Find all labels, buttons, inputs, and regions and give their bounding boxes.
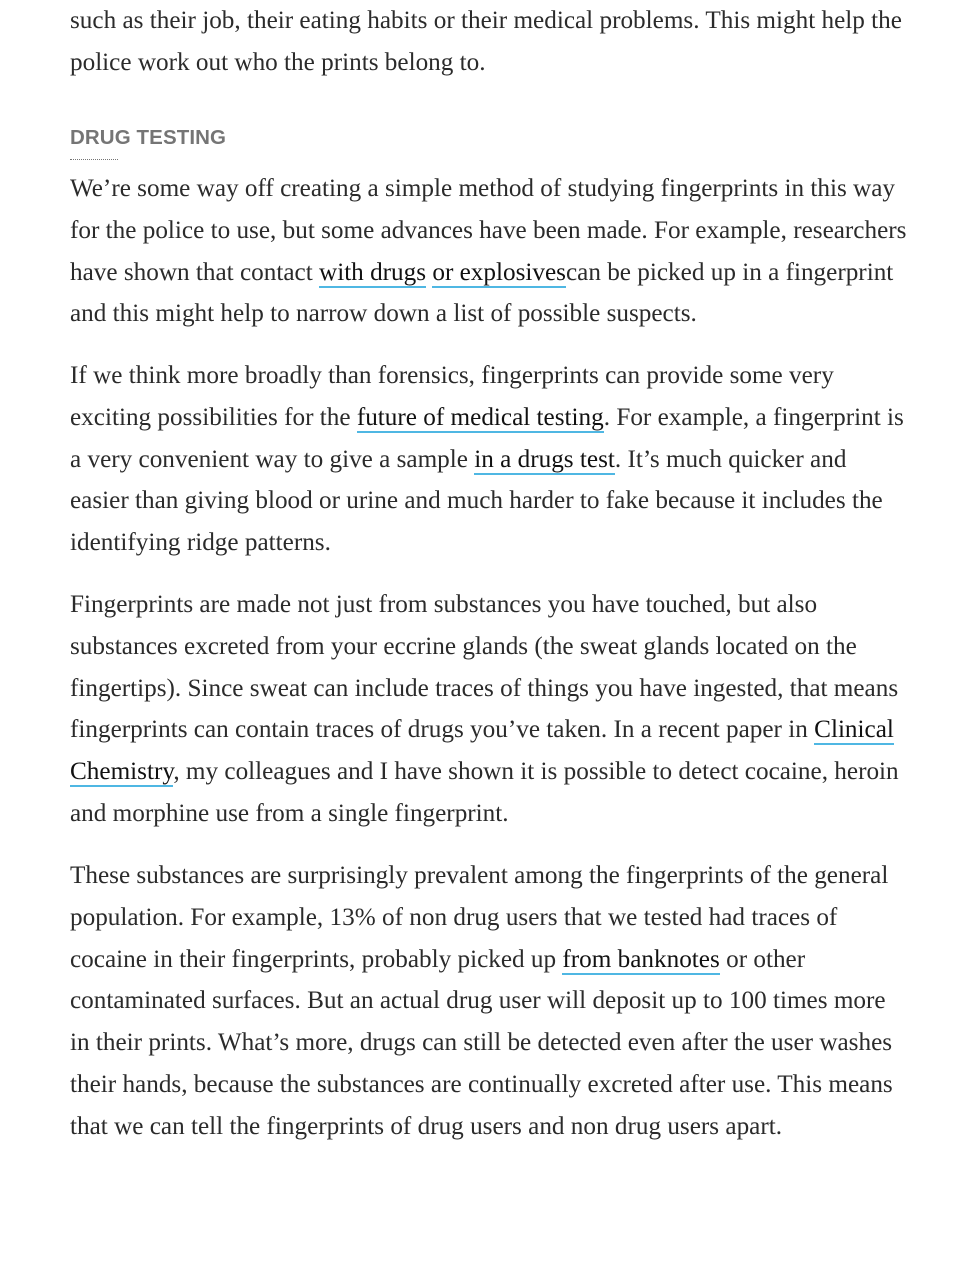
link-clinical-chemistry[interactable]: Clinical Chemistry <box>70 716 894 786</box>
paragraph-1-text-c: can be picked up in a fingerprint and this might help to narrow down a list of possible suspects. <box>70 258 894 328</box>
paragraph-4-text-a: These substances are surprisingly prevalent among the fingerprints of the general population. For example, 13% of non drug users that we tested had traces of cocaine in their fingerprints, probably picked up <box>70 862 889 973</box>
paragraph-3-text-b: , my colleagues and I have shown it is possible to detect cocaine, heroin and morphine use from a single fingerprint. <box>70 758 899 827</box>
paragraph-3 <box>70 584 910 835</box>
paragraph-4-text-b: or other contaminated surfaces. But an actual drug user will deposit up to 100 times more in their prints. What’s more, drugs can still be detected even after the user washes their hands, because the substances are continually excreted after use. This means that we can tell the fingerprints of drug users and non drug users apart. <box>70 945 893 1140</box>
link-or-explosives[interactable]: or explosives <box>432 258 566 286</box>
link-future-of-medical-testing[interactable]: future of medical testing <box>356 403 604 431</box>
paragraph-2-text-c: . It’s much quicker and easier than giving blood or urine and much harder to fake because it includes the identifying ridge patterns. <box>70 445 883 557</box>
link-from-banknotes[interactable]: from banknotes <box>562 945 720 973</box>
paragraph-2-text-b: . For example, a fingerprint is a very convenient way to give a sample <box>70 403 904 473</box>
paragraph-1 <box>70 168 910 335</box>
link-with-drugs[interactable]: with drugs <box>319 258 427 286</box>
paragraph-2-text-a: If we think more broadly than forensics, fingerprints can provide some very exciting possibilities for the <box>70 362 834 431</box>
link-in-a-drugs-test[interactable]: in a drugs test <box>474 445 615 473</box>
paragraph-3-text-a: Fingerprints are made not just from substances you have touched, but also substances excreted from your eccrine glands (the sweat glands located on the fingertips). Since sweat can include traces of things you have ingested, that means fingerprints can contain traces of drugs you’ve taken. In a recent paper in <box>70 591 899 744</box>
paragraph-4 <box>70 855 910 1148</box>
paragraph-2 <box>70 355 910 564</box>
paragraph-1-text-a: We’re some way off creating a simple method of studying fingerprints in this way for the police to use, but some advances have been made. For example, researchers have shown that contact <box>70 175 907 286</box>
section-heading-drug-testing: DRUG TESTING <box>70 124 226 160</box>
paragraph-intro: such as their job, their eating habits or their medical problems. This might help the police work out who the prints belong to. <box>70 7 902 76</box>
